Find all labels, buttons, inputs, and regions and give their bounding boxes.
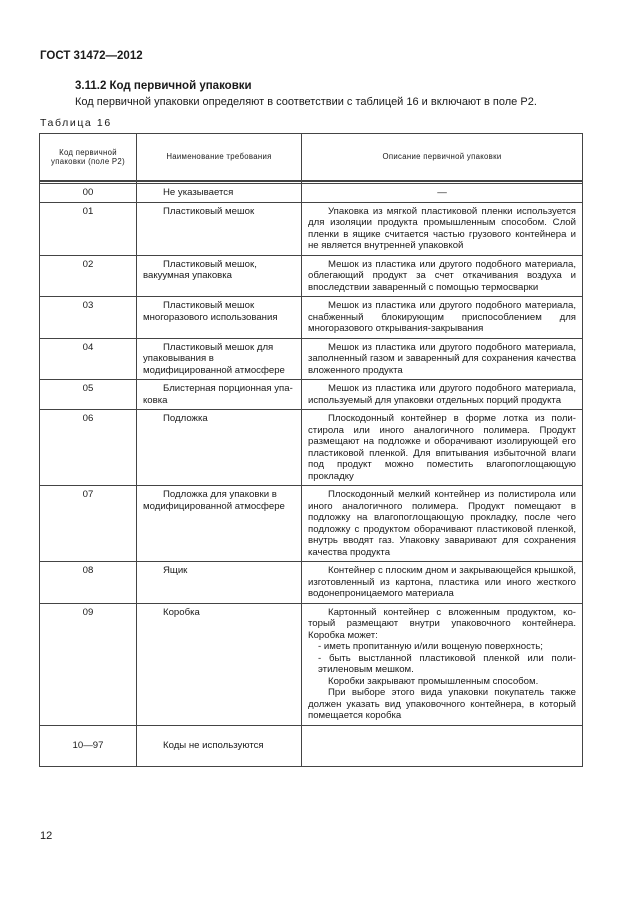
row-code: 06: [40, 410, 137, 486]
row-description: [302, 603, 583, 725]
row-code: 00: [40, 184, 137, 203]
table-row: [40, 380, 583, 410]
row-description: [302, 486, 583, 562]
row-code: 08: [40, 562, 137, 604]
description-paragraph: - быть выстланной пластиковой пленкой или полиэтиленовым мешком.: [318, 652, 576, 675]
row-description: [302, 184, 583, 203]
row-requirement-name: Подложка: [137, 410, 302, 486]
row-description: [302, 255, 583, 297]
table-header-row: [40, 134, 583, 182]
description-paragraph: Контейнер с плоским дном и закрывающейся крышкой, изготовленный из картона, пластика или иного жесткого водонепроницаемого материала: [308, 565, 576, 599]
table-row: [40, 603, 583, 725]
row-requirement-name: Коробка: [137, 603, 302, 725]
row-description: [302, 380, 583, 410]
row-code: 04: [40, 338, 137, 380]
document-id: ГОСТ 31472—2012: [40, 50, 143, 62]
description-paragraph: Мешок из пластика или другого подобного материала, заполненный газом и заваренный для сохранения качества вложенного продукта: [308, 341, 576, 376]
row-requirement-name: Коды не используются: [137, 725, 302, 766]
table-row: [40, 184, 583, 203]
row-code: 10—97: [40, 725, 137, 766]
row-code: 05: [40, 380, 137, 410]
table-caption: Таблица 16: [40, 117, 112, 129]
row-requirement-name: Блистерная порционная упаковка: [137, 380, 302, 410]
description-paragraph: - иметь пропитанную и/или вощеную поверхность;: [318, 641, 543, 652]
table-row: [40, 486, 583, 562]
row-code: 03: [40, 297, 137, 339]
row-description: [302, 338, 583, 380]
description-paragraph: Картонный контейнер с вложенным продуктом, который размещают внутри упаковочного контейнера. Коробка может:: [308, 606, 576, 641]
section-intro: Код первичной упаковки определяют в соответствии с таблицей 16 и включают в поле Р2.: [75, 96, 537, 108]
table-row: [40, 255, 583, 297]
row-requirement-name: Подложка для упаковки в модифицированной атмосфере: [137, 486, 302, 562]
description-paragraph: Коробки закрывают промышленным способом.: [328, 675, 539, 687]
primary-packaging-table: [39, 133, 583, 767]
description-paragraph: Мешок из пластика или другого подобного материала, снабженный блокирующим приспособлением для многоразового открывания-закрывания: [308, 300, 576, 334]
description-paragraph: Мешок из пластика или другого подобного материала, облегающий продукт за счет откачивания воздуха и впоследствии заваренный с помощью термосварки: [308, 258, 576, 293]
description-paragraph: Упаковка из мягкой пластиковой пленки используется для изоляции продукта промышленным способом. Слой пленки в ящике считается частью грузового контейнера и не является внутренней упаковкой: [308, 205, 576, 251]
header-name: Наименование требования: [137, 134, 302, 182]
row-code: 01: [40, 202, 137, 255]
row-requirement-name: Пластиковый мешок: [137, 202, 302, 255]
description-paragraph: Мешок из пластика или другого подобного материала, используемый для упаковки отдельных порций продукта: [308, 383, 576, 406]
description-paragraph: При выборе этого вида упаковки покупатель также должен указать вид упаковочного контейнера, в который помещается коробка: [308, 687, 576, 721]
description-paragraph: Плоскодонный мелкий контейнер из полистирола или иного аналогичного полимера. Продукт помещают в подложку на влагопоглощающую прокладку, после чего подложку с продуктом оборачивают пластиковой пленкой, внутрь вводят газ. Упаковку заваривают для сохранения качества продукта: [308, 489, 576, 558]
row-code: 07: [40, 486, 137, 562]
table-row: [40, 410, 583, 486]
row-requirement-name: Пластиковый мешок, вакуумная упаковка: [137, 255, 302, 297]
table-row: [40, 297, 583, 339]
row-description: [302, 725, 583, 766]
description-paragraph: Плоскодонный контейнер в форме лотка из полистирола или иного аналогичного полимера. Продукт размещают на подложке и оборачивают изолирующей его пластиковой пленкой. Для впитывания избыточной влаги под продукт можно поместить влагопоглощающую прокладку: [308, 413, 576, 482]
row-requirement-name: Пластиковый мешок для упаковывания в модифицированной атмосфере: [137, 338, 302, 380]
table-row: [40, 562, 583, 604]
row-code: 02: [40, 255, 137, 297]
row-description: [302, 410, 583, 486]
table-row: [40, 725, 583, 766]
row-description: [302, 562, 583, 604]
header-code: Код первичной упаковки (поле Р2): [40, 134, 137, 182]
row-description: [302, 297, 583, 339]
description-text: —: [437, 187, 447, 198]
table-body: [40, 184, 583, 767]
table-row: [40, 202, 583, 255]
section-title: 3.11.2 Код первичной упаковки: [75, 80, 252, 92]
table-row: [40, 338, 583, 380]
row-description: [302, 202, 583, 255]
header-description: Описание первичной упаковки: [302, 134, 583, 182]
row-requirement-name: Не указывается: [137, 184, 302, 203]
row-code: 09: [40, 603, 137, 725]
row-requirement-name: Пластиковый мешок многоразового использования: [137, 297, 302, 339]
row-requirement-name: Ящик: [137, 562, 302, 604]
page-number: 12: [40, 830, 53, 842]
